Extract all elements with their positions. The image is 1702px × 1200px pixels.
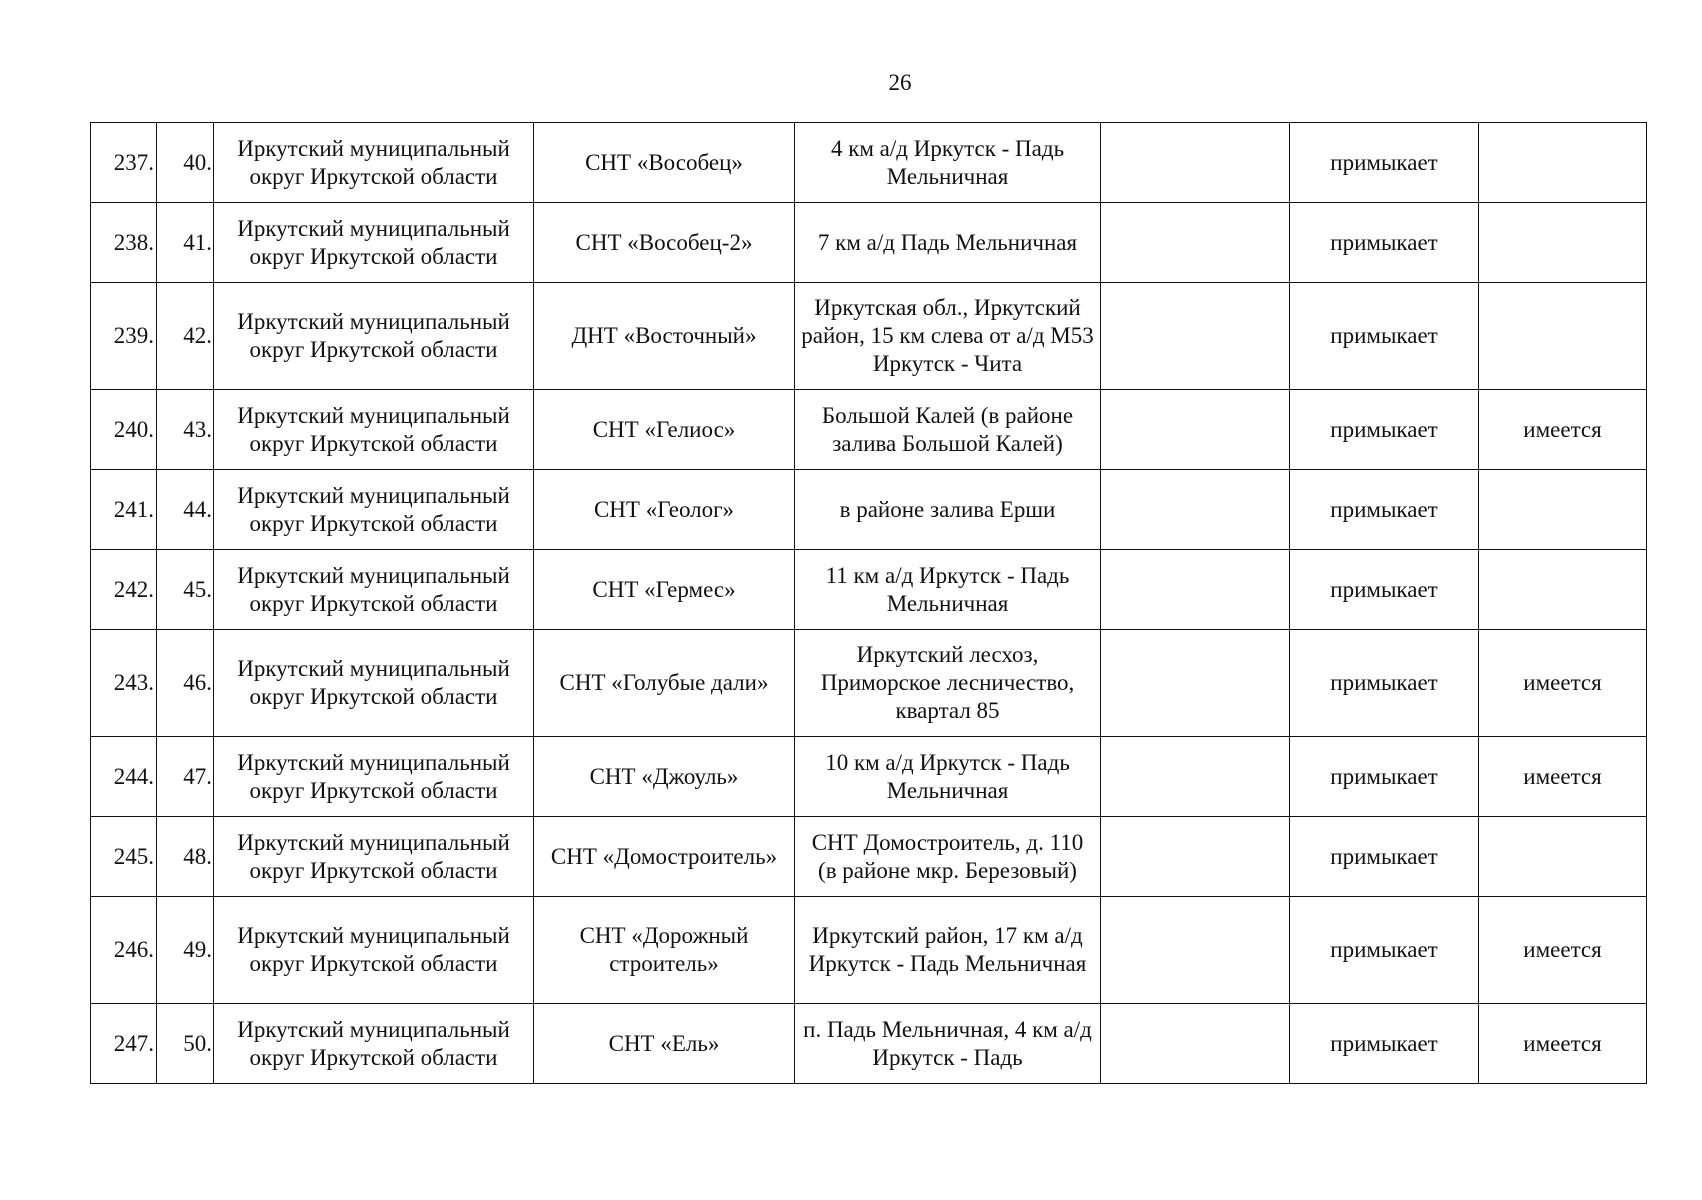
organization-name-cell: СНТ «Геолог» (534, 470, 795, 550)
empty-cell (1101, 123, 1290, 203)
table-row (91, 123, 1647, 203)
location-cell: 4 км а/д Иркутск - Падь Мельничная (795, 123, 1101, 203)
location-cell: 11 км а/д Иркутск - Падь Мельничная (795, 550, 1101, 630)
row-local-number: 50. (157, 1004, 214, 1084)
availability-cell (1479, 203, 1647, 283)
adjacency-cell: примыкает (1290, 737, 1479, 817)
organization-name-cell: СНТ «Домостроитель» (534, 817, 795, 897)
organization-name-cell: СНТ «Гермес» (534, 550, 795, 630)
table-row (91, 897, 1647, 1004)
adjacency-cell: примыкает (1290, 550, 1479, 630)
availability-cell: имеется (1479, 630, 1647, 737)
municipality-cell: Иркутский муниципальный округ Иркутской области (214, 550, 534, 630)
availability-cell: имеется (1479, 1004, 1647, 1084)
adjacency-cell: примыкает (1290, 817, 1479, 897)
adjacency-cell: примыкает (1290, 1004, 1479, 1084)
row-global-number: 243. (91, 630, 157, 737)
table-row (91, 630, 1647, 737)
availability-cell: имеется (1479, 897, 1647, 1004)
empty-cell (1101, 817, 1290, 897)
table-row (91, 817, 1647, 897)
row-global-number: 238. (91, 203, 157, 283)
organization-name-cell: СНТ «Джоуль» (534, 737, 795, 817)
location-cell: Иркутская обл., Иркутский район, 15 км слева от а/д М53 Иркутск - Чита (795, 283, 1101, 390)
adjacency-cell: примыкает (1290, 630, 1479, 737)
row-local-number: 40. (157, 123, 214, 203)
row-global-number: 247. (91, 1004, 157, 1084)
availability-cell (1479, 550, 1647, 630)
organization-name-cell: СНТ «Вособец-2» (534, 203, 795, 283)
location-cell: 10 км а/д Иркутск - Падь Мельничная (795, 737, 1101, 817)
row-global-number: 244. (91, 737, 157, 817)
location-cell: Иркутский лесхоз, Приморское лесничество, квартал 85 (795, 630, 1101, 737)
municipality-cell: Иркутский муниципальный округ Иркутской области (214, 203, 534, 283)
organization-name-cell: СНТ «Гелиос» (534, 390, 795, 470)
empty-cell (1101, 203, 1290, 283)
row-local-number: 46. (157, 630, 214, 737)
row-local-number: 44. (157, 470, 214, 550)
row-local-number: 43. (157, 390, 214, 470)
location-cell: СНТ Домостроитель, д. 110 (в районе мкр. Березовый) (795, 817, 1101, 897)
location-cell: п. Падь Мельничная, 4 км а/д Иркутск - Падь (795, 1004, 1101, 1084)
row-global-number: 239. (91, 283, 157, 390)
municipality-cell: Иркутский муниципальный округ Иркутской области (214, 897, 534, 1004)
availability-cell: имеется (1479, 737, 1647, 817)
availability-cell (1479, 283, 1647, 390)
page-number: 26 (888, 70, 912, 95)
adjacency-cell: примыкает (1290, 123, 1479, 203)
empty-cell (1101, 550, 1290, 630)
row-global-number: 245. (91, 817, 157, 897)
empty-cell (1101, 737, 1290, 817)
availability-cell: имеется (1479, 390, 1647, 470)
organization-name-cell: ДНТ «Восточный» (534, 283, 795, 390)
row-global-number: 242. (91, 550, 157, 630)
municipality-cell: Иркутский муниципальный округ Иркутской области (214, 123, 534, 203)
municipality-cell: Иркутский муниципальный округ Иркутской области (214, 630, 534, 737)
organization-name-cell: СНТ «Ель» (534, 1004, 795, 1084)
row-local-number: 42. (157, 283, 214, 390)
adjacency-cell: примыкает (1290, 203, 1479, 283)
adjacency-cell: примыкает (1290, 897, 1479, 1004)
availability-cell (1479, 123, 1647, 203)
availability-cell (1479, 817, 1647, 897)
table-row (91, 550, 1647, 630)
municipality-cell: Иркутский муниципальный округ Иркутской области (214, 283, 534, 390)
row-global-number: 246. (91, 897, 157, 1004)
table-row (91, 470, 1647, 550)
empty-cell (1101, 1004, 1290, 1084)
row-global-number: 241. (91, 470, 157, 550)
organization-name-cell: СНТ «Дорожный строитель» (534, 897, 795, 1004)
location-cell: 7 км а/д Падь Мельничная (795, 203, 1101, 283)
adjacency-cell: примыкает (1290, 470, 1479, 550)
municipality-cell: Иркутский муниципальный округ Иркутской области (214, 1004, 534, 1084)
register-table (90, 122, 1647, 1084)
location-cell: Большой Калей (в районе залива Большой Калей) (795, 390, 1101, 470)
adjacency-cell: примыкает (1290, 390, 1479, 470)
municipality-cell: Иркутский муниципальный округ Иркутской области (214, 737, 534, 817)
availability-cell (1479, 470, 1647, 550)
row-local-number: 45. (157, 550, 214, 630)
row-local-number: 48. (157, 817, 214, 897)
location-cell: Иркутский район, 17 км а/д Иркутск - Падь Мельничная (795, 897, 1101, 1004)
row-local-number: 41. (157, 203, 214, 283)
location-cell: в районе залива Ерши (795, 470, 1101, 550)
municipality-cell: Иркутский муниципальный округ Иркутской области (214, 470, 534, 550)
table-row (91, 737, 1647, 817)
empty-cell (1101, 630, 1290, 737)
row-global-number: 237. (91, 123, 157, 203)
empty-cell (1101, 470, 1290, 550)
organization-name-cell: СНТ «Голубые дали» (534, 630, 795, 737)
table-row (91, 1004, 1647, 1084)
row-local-number: 47. (157, 737, 214, 817)
row-global-number: 240. (91, 390, 157, 470)
adjacency-cell: примыкает (1290, 283, 1479, 390)
empty-cell (1101, 390, 1290, 470)
row-local-number: 49. (157, 897, 214, 1004)
table-row (91, 203, 1647, 283)
table-row (91, 283, 1647, 390)
municipality-cell: Иркутский муниципальный округ Иркутской области (214, 817, 534, 897)
municipality-cell: Иркутский муниципальный округ Иркутской области (214, 390, 534, 470)
table-row (91, 390, 1647, 470)
empty-cell (1101, 283, 1290, 390)
organization-name-cell: СНТ «Вособец» (534, 123, 795, 203)
empty-cell (1101, 897, 1290, 1004)
